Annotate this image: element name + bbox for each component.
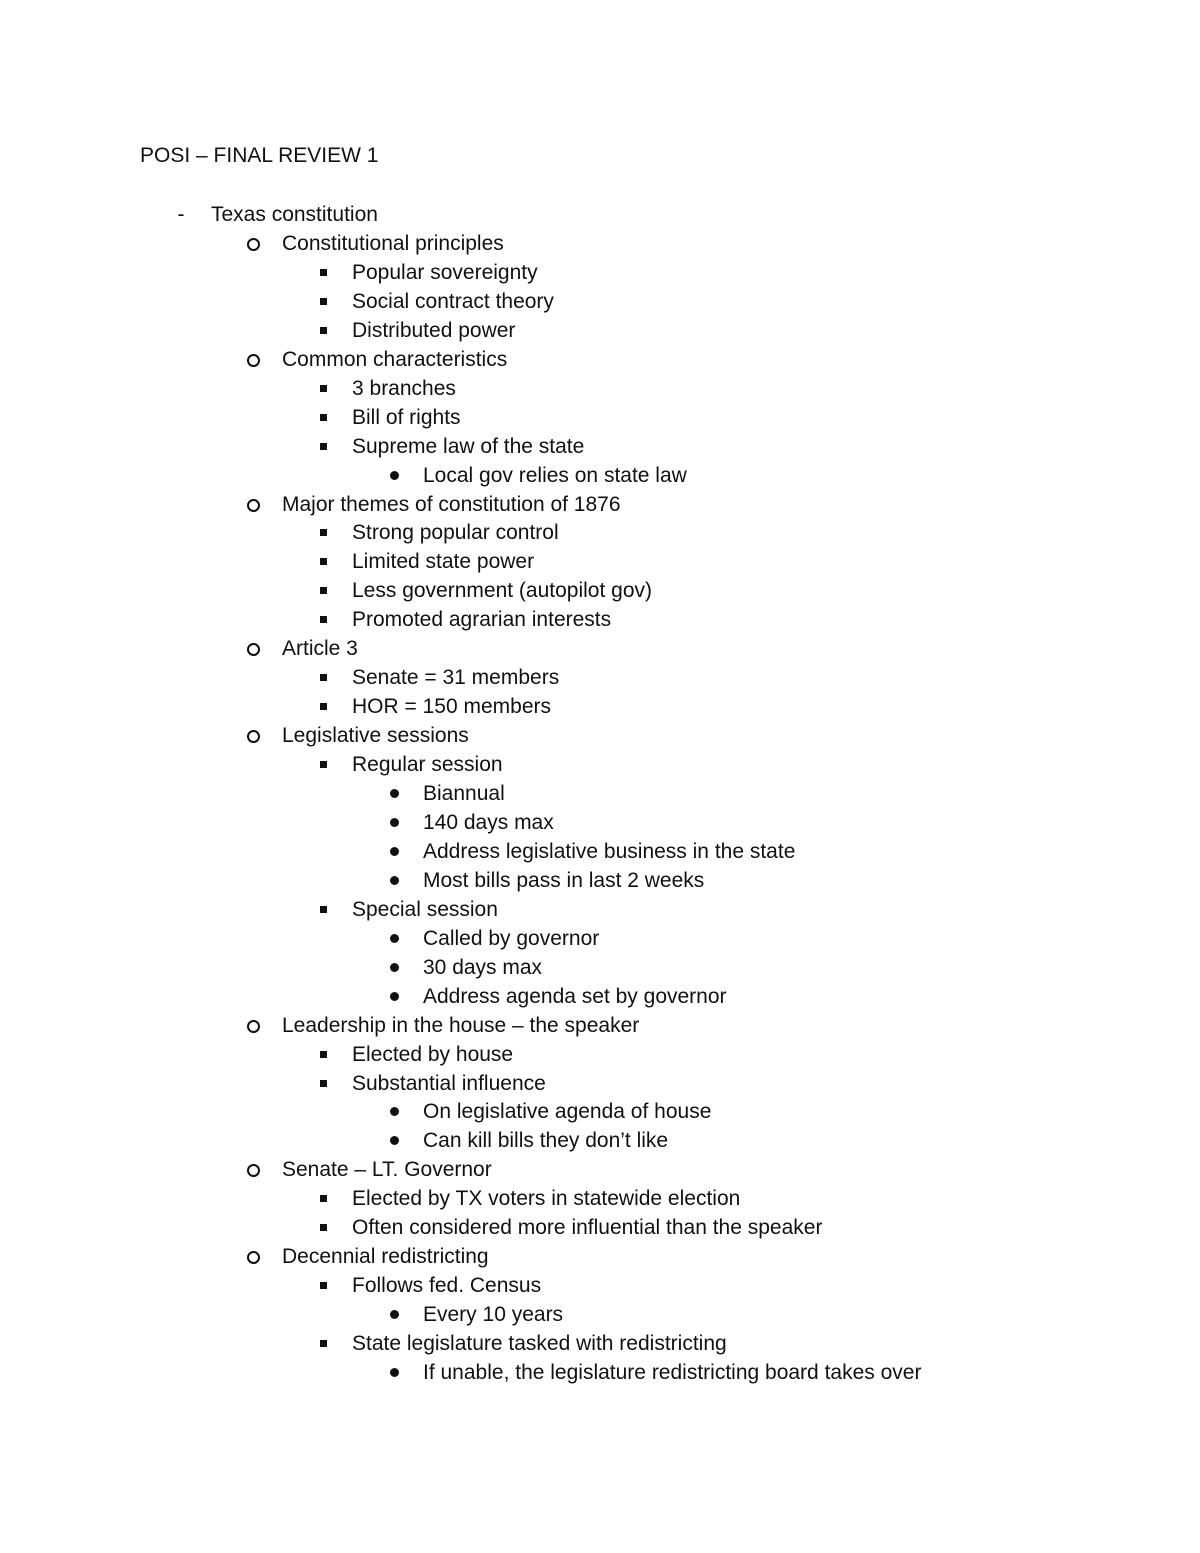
outline-item-text: Elected by house [352,1042,514,1066]
outline-item-text: Limited state power [352,550,535,574]
outline-item-text: Every 10 years [423,1303,564,1327]
dot-bullet-icon [390,963,399,972]
outline-item-text: Texas constitution [211,203,378,226]
outline-item-text: HOR = 150 members [352,695,551,719]
outline-item-text: Supreme law of the state [352,434,585,458]
square-bullet-icon [320,587,327,594]
outline-item-text: Biannual [423,782,505,805]
outline-item-text: Leadership in the house – the speaker [282,1013,640,1037]
dot-bullet-icon [390,847,399,856]
outline-item-text: Follows fed. Census [352,1274,542,1298]
square-bullet-icon [320,443,327,450]
dot-bullet-icon [390,934,399,943]
circle-bullet-icon [247,1251,260,1264]
outline-item-text: Major themes of constitution of 1876 [282,492,621,516]
outline-item-text: Common characteristics [282,347,508,371]
outline-item-text: Less government (autopilot gov) [352,579,652,603]
circle-bullet-icon [247,1164,260,1177]
dot-bullet-icon [390,1136,399,1145]
outline-item-text: Promoted agrarian interests [352,608,612,632]
square-bullet-icon [320,298,327,305]
outline-item-text: Elected by TX voters in statewide election [352,1187,741,1211]
outline-item-text: On legislative agenda of house [423,1100,712,1124]
outline-item-text: Senate – LT. Governor [282,1158,492,1182]
outline-item-text: Strong popular control [352,521,559,545]
outline-item-text: Distributed power [352,318,516,342]
dot-bullet-icon [390,471,399,480]
outline-item-text: Substantial influence [352,1071,546,1095]
square-bullet-icon [320,414,327,421]
outline-item-text: Popular sovereignty [352,260,538,284]
document-title: POSI – FINAL REVIEW 1 [140,144,379,167]
square-bullet-icon [320,674,327,681]
outline-item-text: Constitutional principles [282,231,504,255]
outline-item-text: Address agenda set by governor [423,984,727,1008]
dot-bullet-icon [390,1368,399,1377]
outline-item-text: State legislature tasked with redistricting [352,1332,727,1356]
dot-bullet-icon [390,876,399,885]
circle-bullet-icon [247,643,260,656]
dot-bullet-icon [390,818,399,827]
square-bullet-icon [320,1195,327,1202]
dot-bullet-icon [390,789,399,798]
outline-item-text: Regular session [352,753,503,777]
square-bullet-icon [320,761,327,768]
square-bullet-icon [320,529,327,536]
dash-bullet-icon: - [177,203,185,226]
dot-bullet-icon [390,992,399,1001]
square-bullet-icon [320,1051,327,1058]
circle-bullet-icon [247,499,260,512]
square-bullet-icon [320,1282,327,1289]
outline-item-text: Can kill bills they don’t like [423,1129,669,1153]
square-bullet-icon [320,616,327,623]
outline-item-text: If unable, the legislature redistricting board takes over [423,1361,922,1384]
square-bullet-icon [320,1080,327,1087]
square-bullet-icon [320,1224,327,1231]
circle-bullet-icon [247,238,260,251]
square-bullet-icon [320,385,327,392]
outline-item-text: Often considered more influential than the speaker [352,1216,823,1240]
outline-item-text: Legislative sessions [282,724,469,748]
dot-bullet-icon [390,1310,399,1319]
outline-item-text: Called by governor [423,926,600,950]
square-bullet-icon [320,1340,327,1347]
circle-bullet-icon [247,1020,260,1033]
outline-item-text: 140 days max [423,810,554,834]
outline-item-text: 3 branches [352,376,456,400]
outline-item-text: 30 days max [423,955,543,979]
circle-bullet-icon [247,730,260,743]
square-bullet-icon [320,558,327,565]
outline-item-text: Senate = 31 members [352,666,560,690]
outline-item-text: Local gov relies on state law [423,463,687,487]
square-bullet-icon [320,269,327,276]
outline-item-text: Article 3 [282,637,358,661]
outline-item-text: Address legislative business in the state [423,839,796,863]
square-bullet-icon [320,906,327,913]
outline-item-text: Decennial redistricting [282,1245,489,1269]
outline-item-text: Most bills pass in last 2 weeks [423,868,705,892]
circle-bullet-icon [247,354,260,367]
outline-item-text: Bill of rights [352,405,461,429]
dot-bullet-icon [390,1107,399,1116]
outline-item-text: Social contract theory [352,289,554,313]
square-bullet-icon [320,327,327,334]
square-bullet-icon [320,703,327,710]
outline-item-text: Special session [352,897,498,921]
